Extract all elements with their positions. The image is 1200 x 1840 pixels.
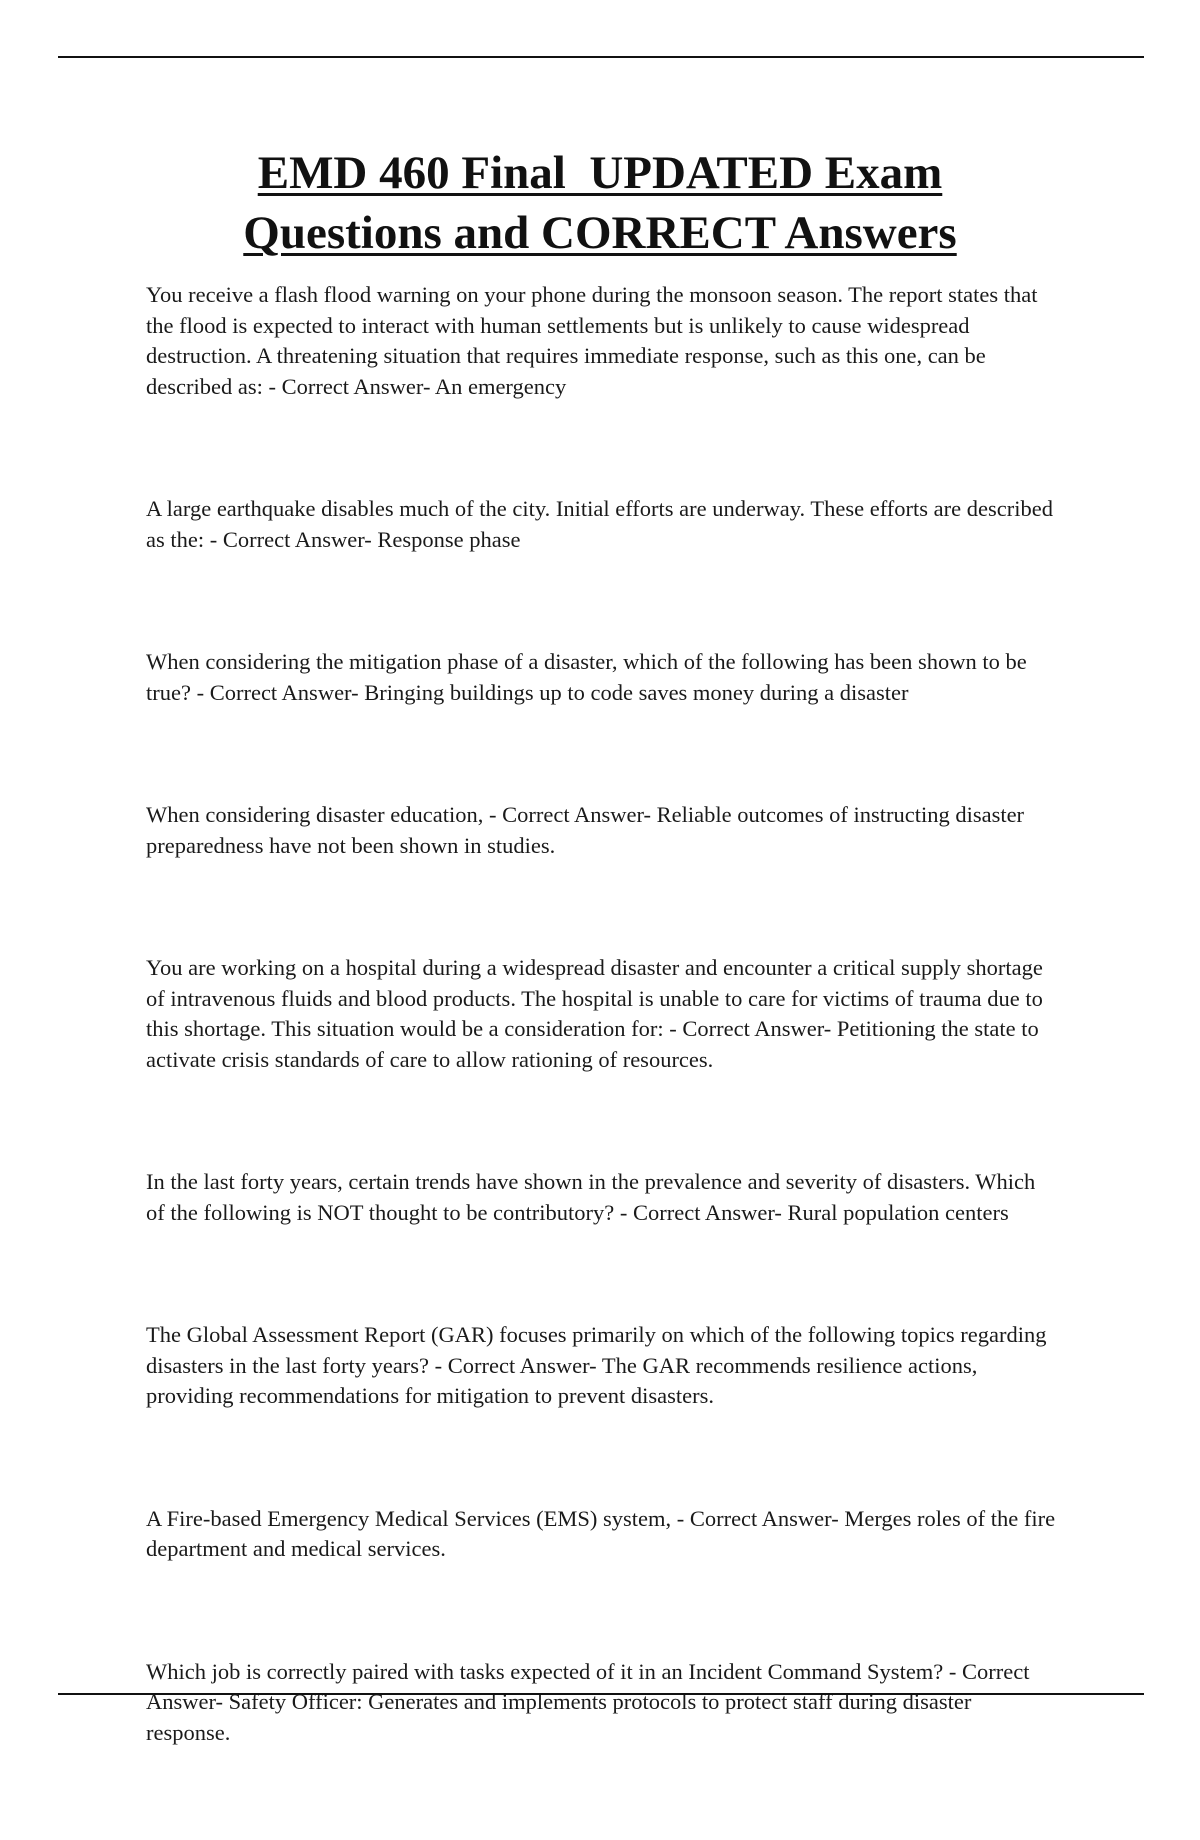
qa-list <box>146 280 1056 1840</box>
qa-item: Which job is correctly paired with tasks expected of it in an Incident Command System? - Correct Answer- Safety Officer: Generates and implements protocols to protect staff during disaster response. <box>146 1658 1030 1745</box>
qa-item: The Global Assessment Report (GAR) focuses primarily on which of the following topics regarding disasters in the last forty years? - Correct Answer- The GAR recommends resilience actions, providing recommendations for mitigation to prevent disasters. <box>146 1322 1047 1408</box>
bottom-rule <box>58 1693 1144 1695</box>
qa-item: You receive a flash flood warning on your phone during the monsoon season. The report states that the flood is expected to interact with human settlements but is unlikely to cause widespread destruction. A threatening situation that requires immediate response, such as this one, can be described as: - Correct Answer- An emergency <box>146 282 1038 399</box>
qa-item: When considering disaster education, - Correct Answer- Reliable outcomes of instructing disaster preparedness have not been shown in studies. <box>146 802 1025 858</box>
title-line-2: Questions and CORRECT Answers <box>243 207 957 259</box>
qa-item: You are working on a hospital during a widespread disaster and encounter a critical supply shortage of intravenous fluids and blood products. The hospital is unable to care for victims of trauma due to this shortage. This situation would be a consideration for: - Correct Answer- Petitioning the state to activate crisis standards of care to allow rationing of resources. <box>146 955 1043 1072</box>
top-rule <box>58 56 1144 58</box>
qa-item: In the last forty years, certain trends have shown in the prevalence and severity of disasters. Which of the following is NOT thought to be contributory? - Correct Answer- Rural population centers <box>146 1169 1036 1225</box>
title-line-1: EMD 460 Final UPDATED Exam <box>257 147 943 199</box>
qa-item: A large earthquake disables much of the city. Initial efforts are underway. These efforts are described as the: - Correct Answer- Response phase <box>146 496 1053 552</box>
qa-item: When considering the mitigation phase of a disaster, which of the following has been shown to be true? - Correct Answer- Bringing buildings up to code saves money during a disaster <box>146 649 1027 705</box>
document-title <box>0 143 1200 263</box>
qa-item: A Fire-based Emergency Medical Services (EMS) system, - Correct Answer- Merges roles of the fire department and medical services. <box>146 1505 1056 1561</box>
